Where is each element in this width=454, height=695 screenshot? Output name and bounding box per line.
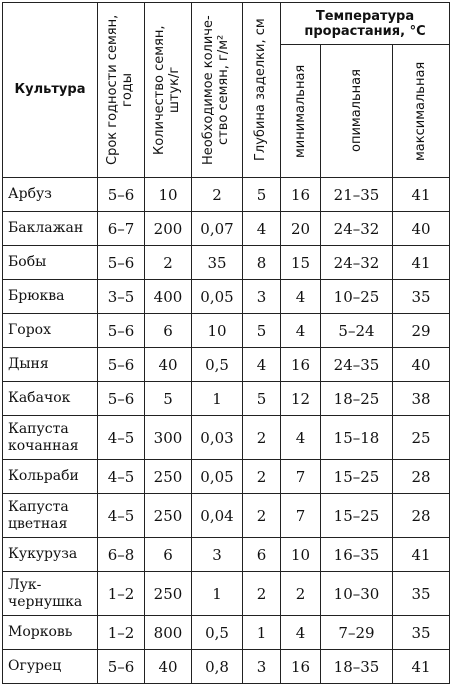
topt-cell: 15–25 bbox=[321, 460, 393, 494]
seed-count-cell: 800 bbox=[145, 616, 192, 650]
crop-cell: Горох bbox=[3, 314, 98, 348]
table-row bbox=[3, 572, 450, 616]
header-crop bbox=[3, 3, 98, 178]
header-seed-need-label: Необходимое количе-ство семян, г/м² bbox=[201, 15, 231, 165]
seed-need-cell: 1 bbox=[192, 572, 243, 616]
crop-cell: Брюква bbox=[3, 280, 98, 314]
shelf-life-cell: 1–2 bbox=[98, 572, 145, 616]
shelf-life-cell: 5–6 bbox=[98, 178, 145, 212]
header-temperature bbox=[281, 3, 450, 45]
topt-cell: 16–35 bbox=[321, 538, 393, 572]
shelf-life-cell: 4–5 bbox=[98, 460, 145, 494]
topt-cell: 21–35 bbox=[321, 178, 393, 212]
shelf-life-cell: 4–5 bbox=[98, 416, 145, 460]
seed-need-cell: 0,5 bbox=[192, 616, 243, 650]
topt-cell: 15–25 bbox=[321, 494, 393, 538]
header-depth bbox=[243, 3, 281, 178]
topt-cell: 18–35 bbox=[321, 650, 393, 684]
depth-cell: 4 bbox=[243, 348, 281, 382]
crop-cell: Кукуруза bbox=[3, 538, 98, 572]
tmax-cell: 28 bbox=[393, 460, 450, 494]
shelf-life-cell: 3–5 bbox=[98, 280, 145, 314]
header-topt bbox=[321, 45, 393, 178]
header-crop-label: Культура bbox=[14, 82, 86, 97]
tmax-cell: 41 bbox=[393, 246, 450, 280]
seed-need-cell: 3 bbox=[192, 538, 243, 572]
seed-count-cell: 5 bbox=[145, 382, 192, 416]
crop-cell: Капуста цветная bbox=[3, 494, 98, 538]
tmin-cell: 2 bbox=[281, 572, 321, 616]
tmax-cell: 41 bbox=[393, 538, 450, 572]
table-row bbox=[3, 416, 450, 460]
tmax-cell: 25 bbox=[393, 416, 450, 460]
topt-cell: 5–24 bbox=[321, 314, 393, 348]
seed-count-cell: 40 bbox=[145, 348, 192, 382]
seed-count-cell: 250 bbox=[145, 494, 192, 538]
tmin-cell: 4 bbox=[281, 314, 321, 348]
seed-count-cell: 40 bbox=[145, 650, 192, 684]
depth-cell: 2 bbox=[243, 494, 281, 538]
header-tmin bbox=[281, 45, 321, 178]
tmax-cell: 35 bbox=[393, 616, 450, 650]
seed-need-cell: 0,5 bbox=[192, 348, 243, 382]
header-topt-label: опимальная bbox=[348, 69, 364, 153]
seed-need-cell: 1 bbox=[192, 382, 243, 416]
crop-cell: Арбуз bbox=[3, 178, 98, 212]
tmin-cell: 16 bbox=[281, 348, 321, 382]
seed-count-cell: 2 bbox=[145, 246, 192, 280]
depth-cell: 1 bbox=[243, 616, 281, 650]
depth-cell: 4 bbox=[243, 212, 281, 246]
seed-need-cell: 10 bbox=[192, 314, 243, 348]
table-row bbox=[3, 280, 450, 314]
depth-cell: 2 bbox=[243, 416, 281, 460]
table-row bbox=[3, 382, 450, 416]
seed-need-cell: 2 bbox=[192, 178, 243, 212]
header-seed-need bbox=[192, 3, 243, 178]
tmax-cell: 40 bbox=[393, 212, 450, 246]
header-depth-label: Глубина заделки, см bbox=[252, 18, 268, 162]
table-row bbox=[3, 212, 450, 246]
tmax-cell: 38 bbox=[393, 382, 450, 416]
depth-cell: 8 bbox=[243, 246, 281, 280]
shelf-life-cell: 4–5 bbox=[98, 494, 145, 538]
tmax-cell: 35 bbox=[393, 280, 450, 314]
tmin-cell: 12 bbox=[281, 382, 321, 416]
tmin-cell: 16 bbox=[281, 178, 321, 212]
seed-need-cell: 35 bbox=[192, 246, 243, 280]
tmin-cell: 4 bbox=[281, 416, 321, 460]
shelf-life-cell: 6–7 bbox=[98, 212, 145, 246]
header-temperature-label: Температура прорастания, °С bbox=[304, 8, 426, 39]
topt-cell: 10–25 bbox=[321, 280, 393, 314]
depth-cell: 5 bbox=[243, 178, 281, 212]
tmin-cell: 4 bbox=[281, 616, 321, 650]
header-shelf-life bbox=[98, 3, 145, 178]
table-body bbox=[3, 178, 450, 684]
tmin-cell: 10 bbox=[281, 538, 321, 572]
tmin-cell: 7 bbox=[281, 460, 321, 494]
shelf-life-cell: 5–6 bbox=[98, 382, 145, 416]
header-tmin-label: минимальная bbox=[292, 64, 308, 158]
seed-count-cell: 10 bbox=[145, 178, 192, 212]
depth-cell: 3 bbox=[243, 280, 281, 314]
crop-cell: Дыня bbox=[3, 348, 98, 382]
seed-count-cell: 250 bbox=[145, 460, 192, 494]
depth-cell: 2 bbox=[243, 572, 281, 616]
depth-cell: 5 bbox=[243, 382, 281, 416]
table-row bbox=[3, 460, 450, 494]
shelf-life-cell: 5–6 bbox=[98, 650, 145, 684]
tmax-cell: 35 bbox=[393, 572, 450, 616]
table-row bbox=[3, 538, 450, 572]
tmin-cell: 16 bbox=[281, 650, 321, 684]
depth-cell: 2 bbox=[243, 460, 281, 494]
seed-need-cell: 0,04 bbox=[192, 494, 243, 538]
seed-count-cell: 6 bbox=[145, 314, 192, 348]
tmax-cell: 29 bbox=[393, 314, 450, 348]
shelf-life-cell: 5–6 bbox=[98, 348, 145, 382]
topt-cell: 18–25 bbox=[321, 382, 393, 416]
tmax-cell: 40 bbox=[393, 348, 450, 382]
depth-cell: 3 bbox=[243, 650, 281, 684]
table-row bbox=[3, 616, 450, 650]
header-tmax-label: максимальная bbox=[413, 61, 428, 161]
crop-cell: Морковь bbox=[3, 616, 98, 650]
topt-cell: 15–18 bbox=[321, 416, 393, 460]
tmax-cell: 41 bbox=[393, 178, 450, 212]
crop-cell: Огурец bbox=[3, 650, 98, 684]
shelf-life-cell: 5–6 bbox=[98, 314, 145, 348]
table-row bbox=[3, 650, 450, 684]
crop-cell: Лук-чернушка bbox=[3, 572, 98, 616]
crop-cell: Баклажан bbox=[3, 212, 98, 246]
crop-cell: Кольраби bbox=[3, 460, 98, 494]
seed-count-cell: 250 bbox=[145, 572, 192, 616]
seed-table bbox=[2, 2, 450, 684]
table-row bbox=[3, 314, 450, 348]
crop-cell: Бобы bbox=[3, 246, 98, 280]
tmin-cell: 15 bbox=[281, 246, 321, 280]
seed-count-cell: 300 bbox=[145, 416, 192, 460]
table-row bbox=[3, 494, 450, 538]
shelf-life-cell: 5–6 bbox=[98, 246, 145, 280]
tmin-cell: 7 bbox=[281, 494, 321, 538]
tmin-cell: 4 bbox=[281, 280, 321, 314]
topt-cell: 24–32 bbox=[321, 246, 393, 280]
shelf-life-cell: 1–2 bbox=[98, 616, 145, 650]
shelf-life-cell: 6–8 bbox=[98, 538, 145, 572]
seed-need-cell: 0,8 bbox=[192, 650, 243, 684]
header-seed-count-label: Количество семян, штук/г bbox=[152, 25, 182, 155]
crop-cell: Капуста кочанная bbox=[3, 416, 98, 460]
seed-need-cell: 0,05 bbox=[192, 460, 243, 494]
crop-cell: Кабачок bbox=[3, 382, 98, 416]
seed-count-cell: 400 bbox=[145, 280, 192, 314]
tmin-cell: 20 bbox=[281, 212, 321, 246]
seed-count-cell: 6 bbox=[145, 538, 192, 572]
seed-need-cell: 0,03 bbox=[192, 416, 243, 460]
table-row bbox=[3, 246, 450, 280]
header-shelf-life-label: Срок годности семян, годы bbox=[105, 14, 135, 166]
topt-cell: 24–35 bbox=[321, 348, 393, 382]
seed-need-cell: 0,07 bbox=[192, 212, 243, 246]
seed-count-cell: 200 bbox=[145, 212, 192, 246]
tmax-cell: 28 bbox=[393, 494, 450, 538]
topt-cell: 24–32 bbox=[321, 212, 393, 246]
table-row bbox=[3, 348, 450, 382]
seed-need-cell: 0,05 bbox=[192, 280, 243, 314]
header-tmax bbox=[393, 45, 450, 178]
depth-cell: 6 bbox=[243, 538, 281, 572]
header-seed-count bbox=[145, 3, 192, 178]
depth-cell: 5 bbox=[243, 314, 281, 348]
topt-cell: 7–29 bbox=[321, 616, 393, 650]
tmax-cell: 41 bbox=[393, 650, 450, 684]
topt-cell: 10–30 bbox=[321, 572, 393, 616]
table-row bbox=[3, 178, 450, 212]
